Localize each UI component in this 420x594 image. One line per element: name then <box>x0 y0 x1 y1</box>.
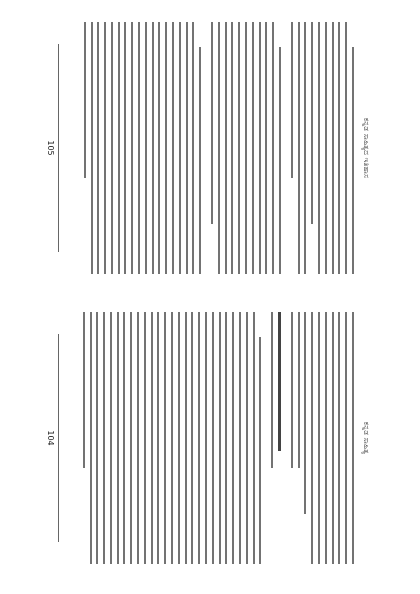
page-104 <box>44 304 376 572</box>
running-head-page-105: ಕನ್ನಡ ಸಾಹಿತ್ಯದ ಇತಿಹಾಸ <box>362 117 370 179</box>
page-number-104: 104 <box>46 430 55 446</box>
page-104-footer-rule <box>58 334 59 542</box>
page-104-content <box>44 304 376 572</box>
page-number-105: 105 <box>46 140 55 156</box>
page-105-footer-rule <box>58 44 59 252</box>
page-105-content <box>44 14 376 282</box>
running-head-page-104: ಕನ್ನಡ ಸಾಹಿತ್ಯ <box>362 421 370 455</box>
page-104-body-text <box>66 312 354 564</box>
page-105 <box>44 14 376 282</box>
page-105-body-text <box>66 22 354 274</box>
section-heading <box>278 312 281 451</box>
